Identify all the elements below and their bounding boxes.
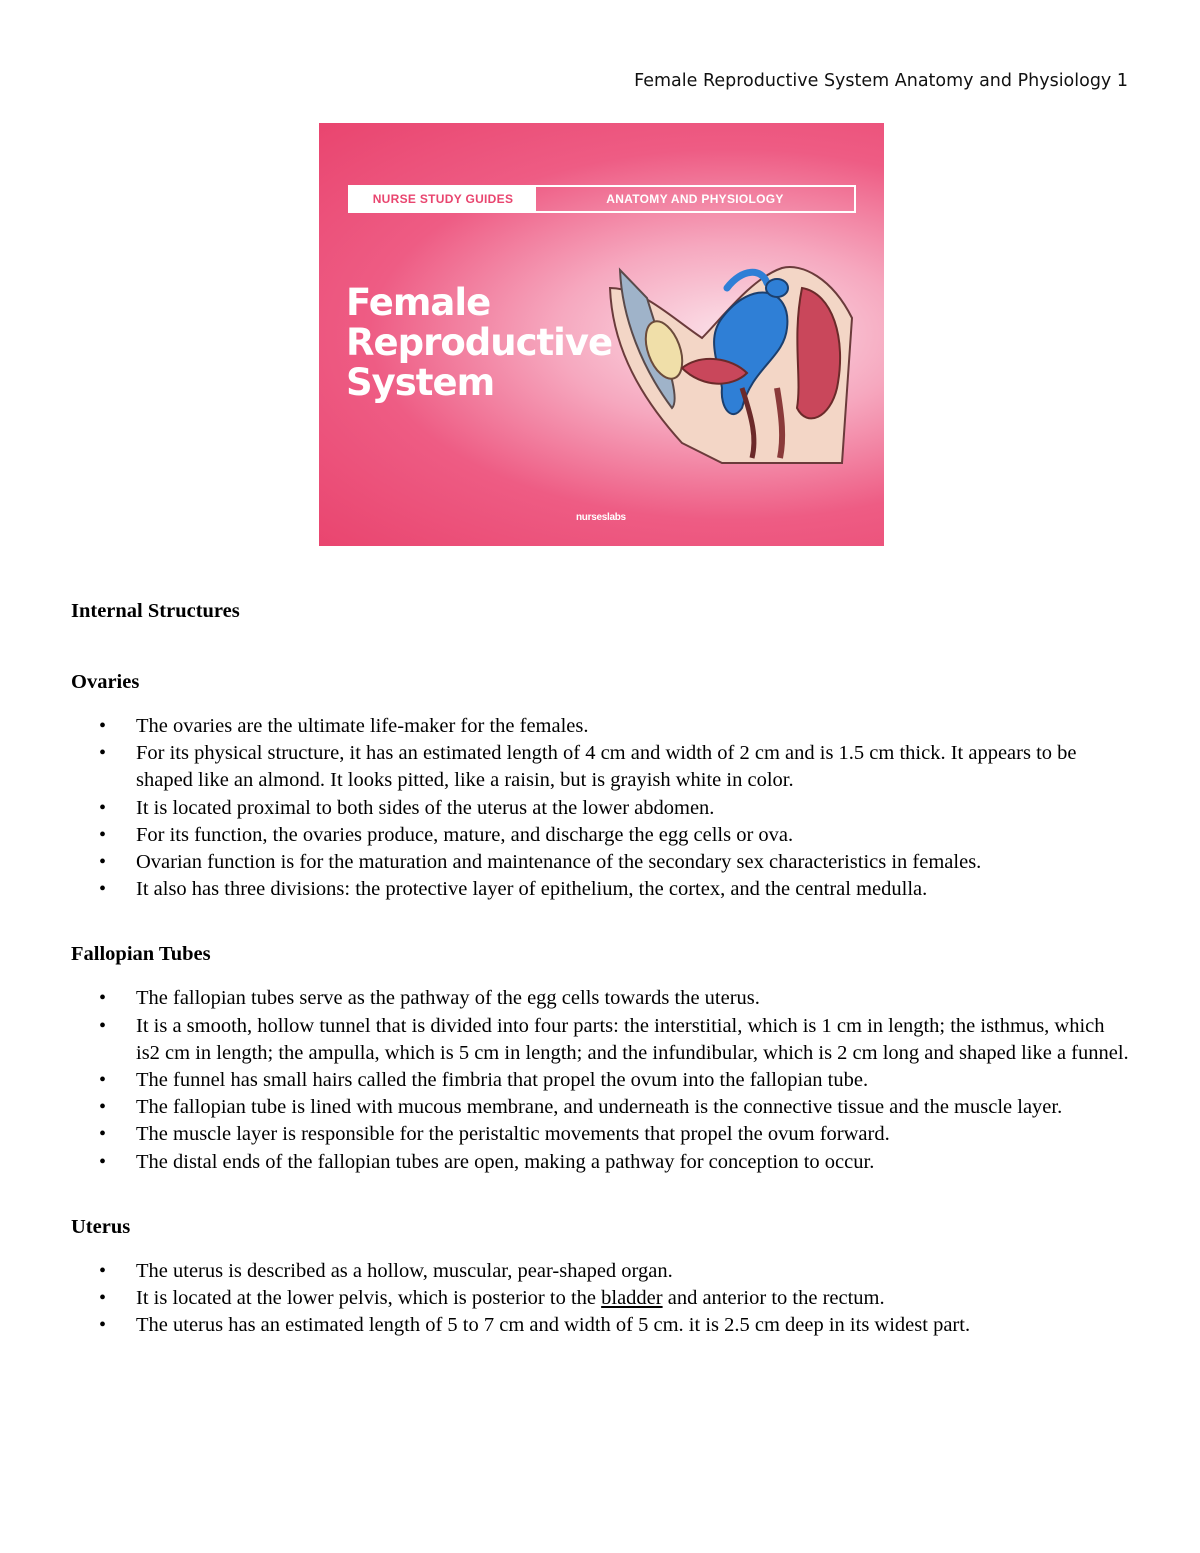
bladder-link[interactable]: bladder [601,1287,663,1310]
ovaries-list [71,713,1131,903]
heading-fallopian-tubes: Fallopian Tubes [71,943,211,966]
list-item: • The ovaries are the ultimate life-maker for the females. [71,713,1131,740]
list-item: • The distal ends of the fallopian tubes are open, making a pathway for conception to occur. [71,1149,1131,1176]
list-item: • For its physical structure, it has an estimated length of 4 cm and width of 2 cm and is 1.5 cm thick. It appears to be shaped like an almond. It looks pitted, like a raisin, but is grayish white in color. [71,740,1131,794]
list-item: • The uterus is described as a hollow, muscular, pear-shaped organ. [71,1258,1131,1285]
list-item-text: It is located at the lower pelvis, which is posterior to the [136,1287,602,1310]
list-item: • Ovarian function is for the maturation and maintenance of the secondary sex characteristics in females. [71,849,1131,876]
list-item-text: and anterior to the rectum. [662,1287,885,1310]
tab-nurse-study-guides: NURSE STUDY GUIDES [350,187,536,211]
cover-banner-image [319,123,884,546]
pelvic-anatomy-illustration [602,258,862,468]
banner-title [346,283,612,403]
list-item: • The funnel has small hairs called the fimbria that propel the ovum into the fallopian tube. [71,1067,1131,1094]
list-item: • It is located proximal to both sides of the uterus at the lower abdomen. [71,795,1131,822]
uterus-list [71,1258,1131,1340]
heading-internal-structures: Internal Structures [71,600,240,622]
list-item: • For its function, the ovaries produce, mature, and discharge the egg cells or ova. [71,822,1131,849]
heading-ovaries: Ovaries [71,671,140,693]
list-item: • The uterus has an estimated length of 5 to 7 cm and width of 5 cm. it is 2.5 cm deep in its widest part. [71,1312,1131,1339]
nurseslabs-logo: nurseslabs [576,512,626,523]
fallopian-list [71,985,1131,1175]
heading-uterus: Uterus [71,1215,131,1238]
list-item: • It also has three divisions: the protective layer of epithelium, the cortex, and the central medulla. [71,876,1131,903]
list-item: • The muscle layer is responsible for the peristaltic movements that propel the ovum forward. [71,1121,1131,1148]
banner-title-line: Reproductive [346,321,613,364]
running-header: Female Reproductive System Anatomy and Physiology 1 [634,71,1128,91]
banner-title-line: Female [346,281,491,324]
list-item: • The fallopian tubes serve as the pathway of the egg cells towards the uterus. [71,985,1131,1012]
document-body [71,592,1131,1371]
list-item: • The fallopian tube is lined with mucous membrane, and underneath is the connective tissue and the muscle layer. [71,1094,1131,1121]
tab-anatomy-physiology: ANATOMY AND PHYSIOLOGY [606,192,784,206]
banner-tabs [348,185,856,213]
banner-title-line: System [346,361,495,404]
list-item [71,1285,1131,1312]
list-item: • It is a smooth, hollow tunnel that is divided into four parts: the interstitial, which is 1 cm in length; the isthmus, which is2 cm in length; the ampulla, which is 5 cm in length; and the infundibular, which is 2 cm long and shaped like a funnel. [71,1013,1131,1067]
